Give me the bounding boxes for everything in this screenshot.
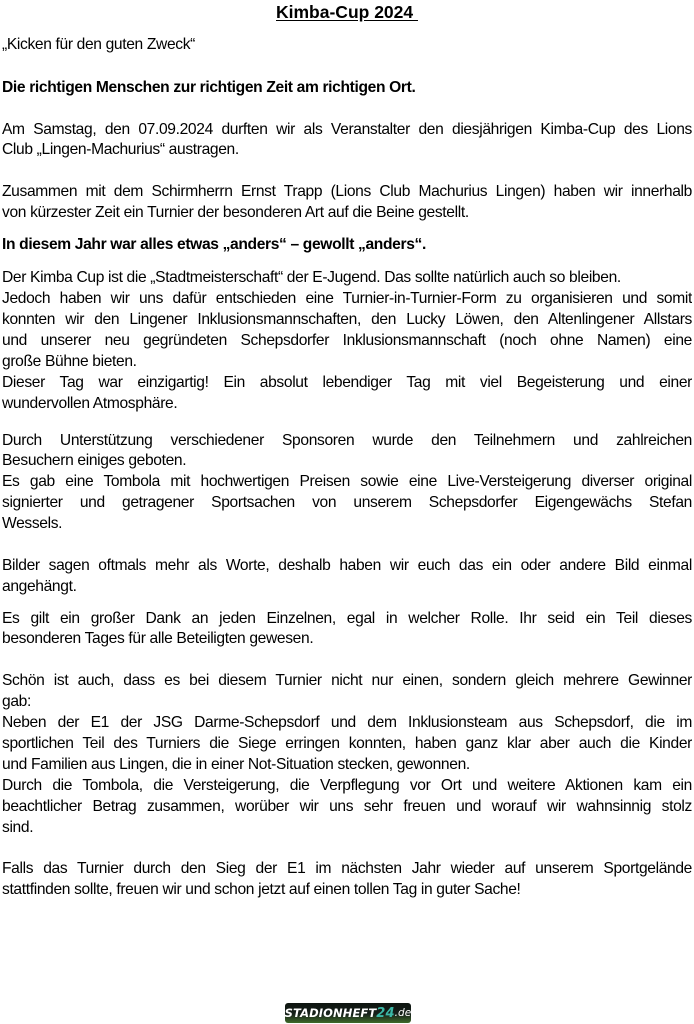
paragraph-line: Zusammen mit dem Schirmherrn Ernst Trapp (Lions Club Machurius Lingen) haben wir innerhalb: [2, 183, 692, 200]
paragraph-line: sportlichen Teil des Turniers die Siege erringen konnten, haben ganz klar aber auch die Kinder: [2, 735, 692, 752]
paragraph-line: Durch die Tombola, die Versteigerung, die Verpflegung vor Ort und weitere Aktionen kam ein: [2, 777, 692, 794]
paragraph-line: von kürzester Zeit ein Turnier der besonderen Art auf die Beine gestellt.: [2, 204, 469, 221]
paragraph-line: gab:: [2, 693, 31, 710]
paragraph-line: und unserer neu gegründeten Schepsdorfer Inklusionsmannschaft (noch ohne Namen) eine: [2, 332, 692, 349]
stadionheft24-logo: [285, 1003, 411, 1023]
document-title: Kimba-Cup 2024: [276, 2, 418, 22]
paragraph-line: und Familien aus Lingen, die in einer Not-Situation stecken, gewonnen.: [2, 756, 470, 773]
paragraph-line: signierter und getragener Sportsachen von unserem Schepsdorfer Eigengewächs Stefan: [2, 494, 692, 511]
paragraph-line: große Bühne bieten.: [2, 353, 137, 370]
logo-number: 24: [376, 1005, 395, 1021]
paragraph-line: Club „Lingen-Machurius“ austragen.: [2, 141, 239, 158]
logo-text: STADIONHEFT: [284, 1006, 377, 1020]
logo-suffix: .de: [394, 1007, 412, 1019]
paragraph-line: Es gab eine Tombola mit hochwertigen Preisen sowie eine Live-Versteigerung diverser original: [2, 473, 692, 490]
paragraph-line: wundervollen Atmosphäre.: [2, 395, 178, 412]
paragraph-line: Bilder sagen oftmals mehr als Worte, deshalb haben wir euch das ein oder andere Bild einmal: [2, 557, 692, 574]
paragraph-line: Am Samstag, den 07.09.2024 durften wir als Veranstalter den diesjährigen Kimba-Cup des Lions: [2, 121, 692, 138]
paragraph-line: Falls das Turnier durch den Sieg der E1 im nächsten Jahr wieder auf unserem Sportgelände: [2, 860, 692, 877]
subtitle: „Kicken für den guten Zweck“: [2, 36, 196, 53]
paragraph-line: beachtlicher Betrag zusammen, worüber wir uns sehr freuen und worauf wir wahnsinnig stolz: [2, 798, 692, 815]
paragraph-line: konnten wir den Lingener Inklusionsmannschaften, den Lucky Löwen, den Altenlingener Allstars: [2, 311, 692, 328]
paragraph-line: Es gilt ein großer Dank an jeden Einzelnen, egal in welcher Rolle. Ihr seid ein Teil dieses: [2, 610, 692, 627]
paragraph-line: Besuchern einiges geboten.: [2, 452, 187, 469]
paragraph-line: Neben der E1 der JSG Darme-Schepsdorf und dem Inklusionsteam aus Schepsdorf, die im: [2, 714, 692, 731]
headline-1: Die richtigen Menschen zur richtigen Zeit am richtigen Ort.: [2, 79, 416, 96]
paragraph-line: Der Kimba Cup ist die „Stadtmeisterschaft“ der E-Jugend. Das sollte natürlich auch so bleiben.: [2, 269, 621, 286]
paragraph-line: Jedoch haben wir uns dafür entschieden eine Turnier-in-Turnier-Form zu organisieren und somit: [2, 290, 692, 307]
paragraph-line: sind.: [2, 819, 34, 836]
paragraph-line: angehängt.: [2, 578, 77, 595]
paragraph-line: Dieser Tag war einzigartig! Ein absolut lebendiger Tag mit viel Begeisterung und einer: [2, 374, 692, 391]
paragraph-line: Schön ist auch, dass es bei diesem Turnier nicht nur einen, sondern gleich mehrere Gewinner: [2, 672, 692, 689]
paragraph-line: besonderen Tages für alle Beteiligten gewesen.: [2, 630, 314, 647]
paragraph-line: stattfinden sollte, freuen wir und schon jetzt auf einen tollen Tag in guter Sache!: [2, 881, 521, 898]
paragraph-line: Wessels.: [2, 515, 63, 532]
document-title-wrap: [0, 1, 694, 23]
paragraph-line: Durch Unterstützung verschiedener Sponsoren wurde den Teilnehmern und zahlreichen: [2, 432, 692, 449]
headline-2: In diesem Jahr war alles etwas „anders“ – gewollt „anders“.: [2, 236, 426, 253]
